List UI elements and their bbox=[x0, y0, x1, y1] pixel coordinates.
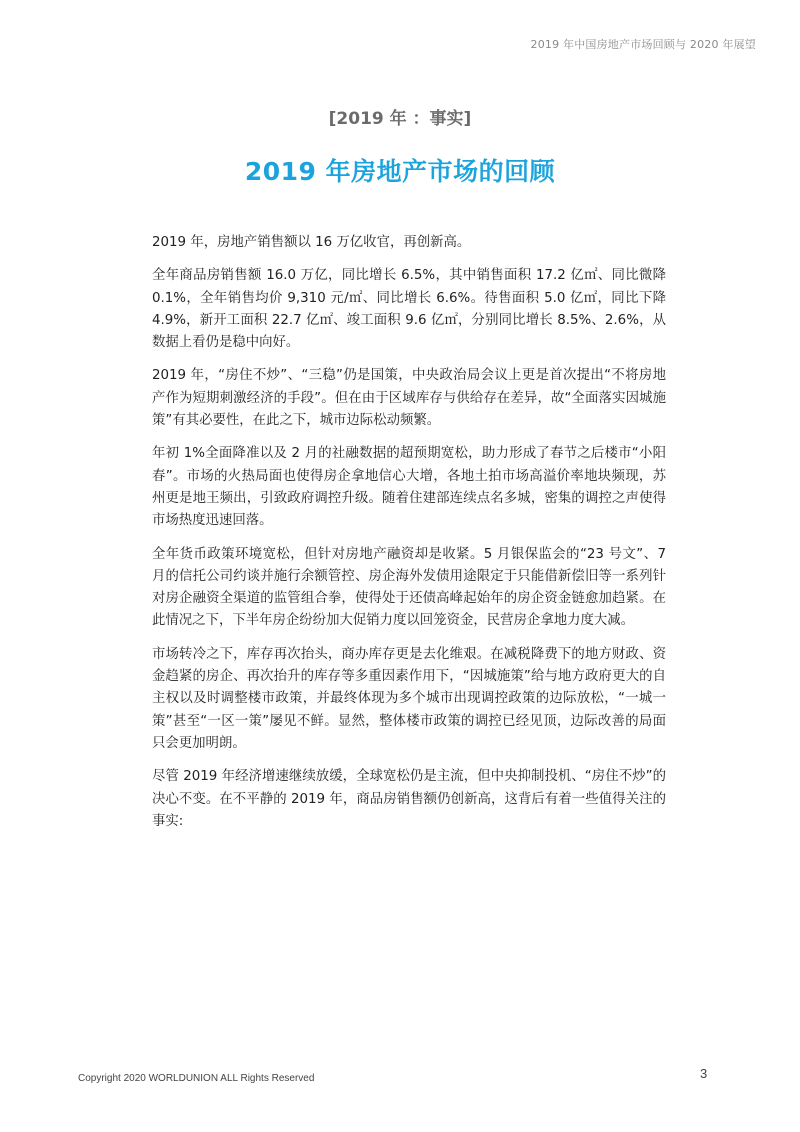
paragraph-3: 2019 年，“房住不炒”、“三稳”仍是国策，中央政治局会议上更是首次提出“不将房地产作为短期刺激经济的手段”。但在由于区域库存与供给存在差异，故“全面落实因城施策”有其必要性，在此之下，城市边际松动频繁。 bbox=[152, 368, 666, 429]
section-label: [2019 年 ：事实] bbox=[328, 109, 472, 129]
page-number: 3 bbox=[700, 1066, 708, 1081]
paragraph-5: 全年货币政策环境宽松，但针对房地产融资却是收紧。5 月银保监会的“23 号文”、7 月的信托公司约谈并施行余额管控、房企海外发债用途限定于只能借新偿旧等一系列针对房企融资全渠道的监管组合拳，使得处于还债高峰起始年的房企资金链愈加趋紧。在此情况之下，下半年房企纷纷加大促销力度以回笼资金，民营房企拿地力度大减。 bbox=[152, 546, 666, 629]
paragraph-7: 尽管 2019 年经济增速继续放缓，全球宽松仍是主流，但中央抑制投机、“房住不炒”的决心不变。在不平静的 2019 年，商品房销售额仍创新高，这背后有着一些值得关注的事实: bbox=[152, 769, 666, 829]
page-title: 2019 年房地产市场的回顾 bbox=[244, 157, 556, 186]
document-header-title: 2019 年中国房地产市场回顾与 2020 年展望 bbox=[530, 38, 756, 51]
copyright-footer: Copyright 2020 WORLDUNION ALL Rights Reserved bbox=[78, 1073, 315, 1084]
paragraph-1: 2019 年，房地产销售额以 16 万亿收官，再创新高。 bbox=[152, 235, 471, 250]
paragraph-6: 市场转冷之下，库存再次抬头，商办库存更是去化维艰。在减税降费下的地方财政、资金趋紧的房企、再次抬升的库存等多重因素作用下，“因城施策”给与地方政府更大的自主权以及时调整楼市政策，并最终体现为多个城市出现调控政策的边际放松，“一城一策”甚至“一区一策”屡见不鲜。显然，整体楼市政策的调控已经见顶，边际改善的局面只会更加明朗。 bbox=[152, 646, 666, 751]
paragraph-2: 全年商品房销售额 16.0 万亿，同比增长 6.5%，其中销售面积 17.2 亿㎡、同比微降 0.1%，全年销售均价 9,310 元/㎡、同比增长 6.6%。待售面积 5.0 亿㎡，同比下降 4.9%，新开工面积 22.7 亿㎡、竣工面积 9.6 亿㎡，分别同比增长 8.5%、2.6%，从数据上看仍是稳中向好。 bbox=[152, 268, 666, 351]
paragraph-4: 年初 1%全面降准以及 2 月的社融数据的超预期宽松，助力形成了春节之后楼市“小阳春”。市场的火热局面也使得房企拿地信心大增，各地土拍市场高溢价率地块频现，苏州更是地王频出，引致政府调控升级。随着住建部连续点名多城，密集的调控之声使得市场热度迅速回落。 bbox=[152, 446, 666, 529]
body-text bbox=[152, 232, 666, 844]
